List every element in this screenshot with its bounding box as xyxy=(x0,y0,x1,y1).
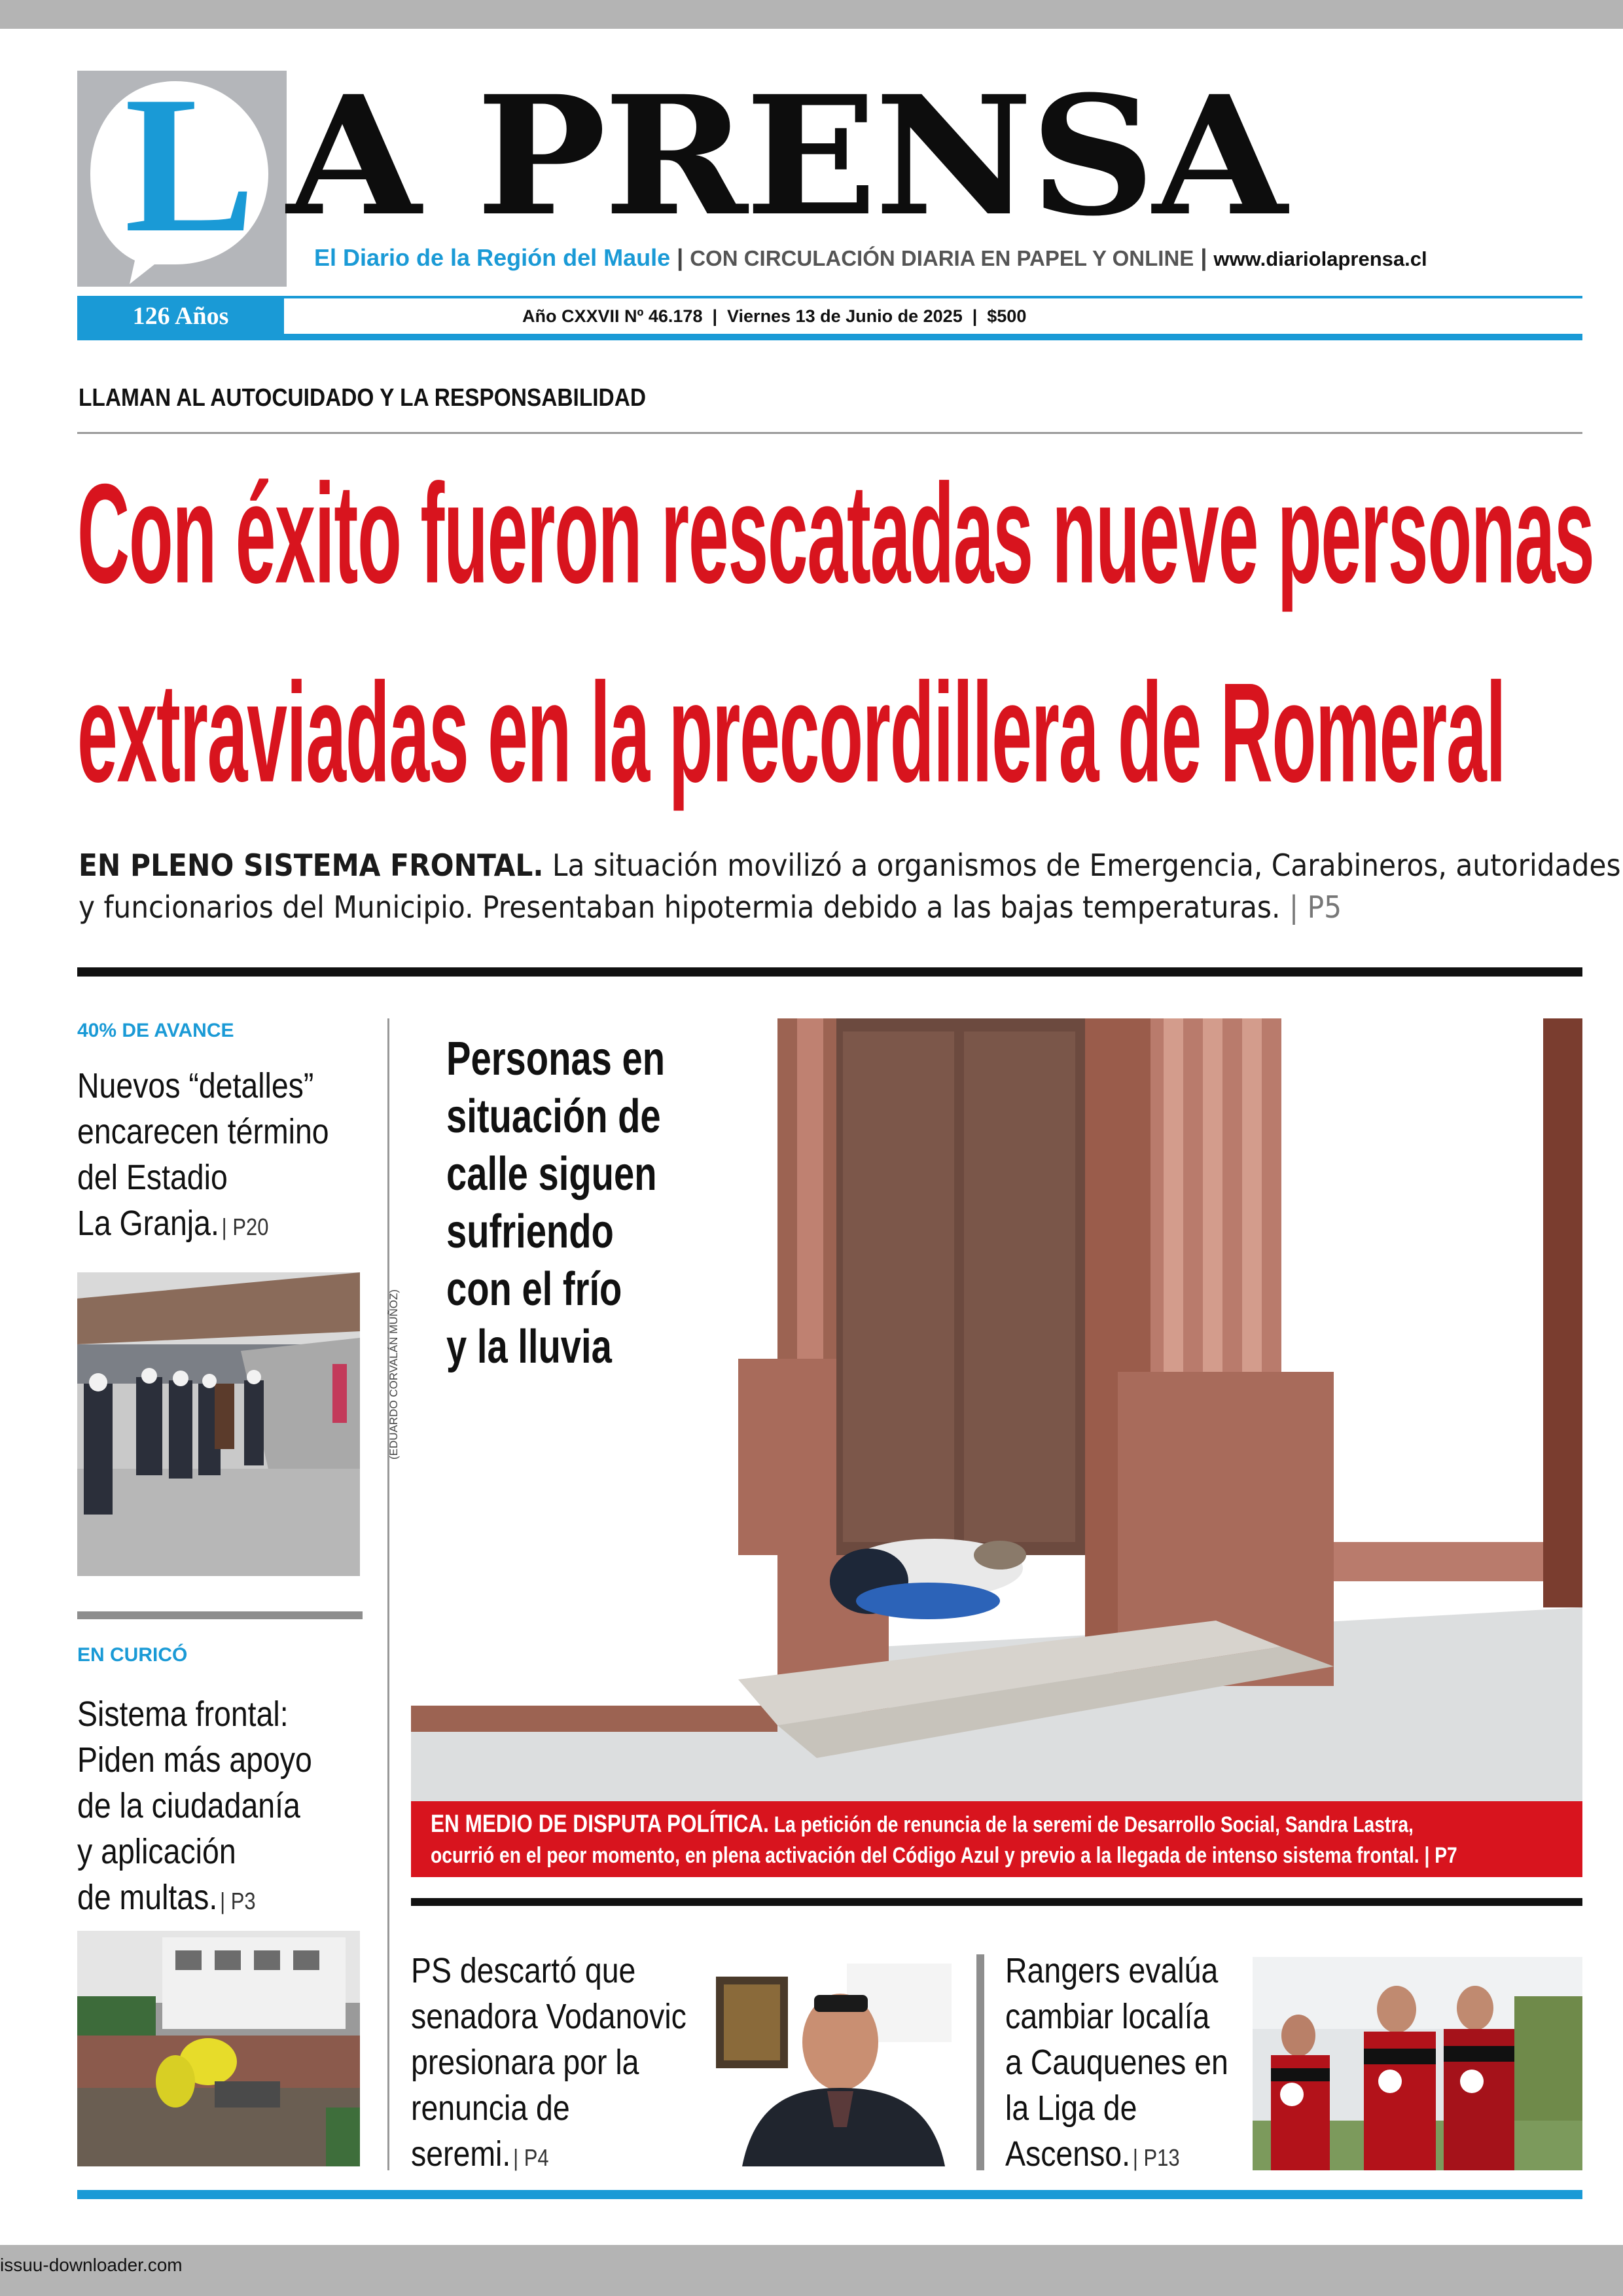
lead-headline-line1: Con éxito fueron rescatadas nueve personas xyxy=(77,454,1594,613)
anniversary-label: 126 Años xyxy=(132,302,229,330)
lead-summary-bold: EN PLENO SISTEMA FRONTAL. xyxy=(79,848,544,883)
caption-page: | P7 xyxy=(1424,1843,1457,1868)
top-gray-band xyxy=(0,0,1623,29)
tagline-circulation: CON CIRCULACIÓN DIARIA EN PAPEL Y ONLINE xyxy=(690,246,1194,270)
section-divider xyxy=(77,967,1582,977)
sidebar-story2-kicker: EN CURICÓ xyxy=(77,1644,188,1666)
tagline-region: El Diario de la Región del Maule xyxy=(314,244,671,271)
anniversary-badge xyxy=(77,298,284,334)
lead-summary-page: | P5 xyxy=(1289,889,1342,925)
sidebar-story2-headline: Sistema frontal: Piden más apoyo de la ciudadanía y aplicación de multas. | P3 xyxy=(77,1695,312,1917)
senator-story-photo xyxy=(716,1957,954,2166)
photo-credit: (EDUARDO CORVALÁN MUÑOZ) xyxy=(387,1289,400,1460)
lead-summary-line2: y funcionarios del Municipio. Presentaban hipotermia debido a las bajas temperaturas. xyxy=(79,889,1281,925)
tagline: El Diario de la Región del Maule | CON CIRCULACIÓN DIARIA EN PAPEL Y ONLINE | www.diariolaprensa.cl xyxy=(314,244,1427,271)
tagline-url: www.diariolaprensa.cl xyxy=(1213,247,1427,270)
caption-line1: La petición de renuncia de la seremi de Desarrollo Social, Sandra Lastra, xyxy=(768,1812,1414,1837)
bottom-story1-headline: PS descartó que senadora Vodanovic presionara por la renuncia de seremi. | P4 xyxy=(411,1951,687,2174)
stadium-photo xyxy=(77,1272,360,1576)
caption-line2: ocurrió en el peor momento, en plena activación del Código Azul y previo a la llegada de intenso sistema frontal. xyxy=(431,1843,1419,1868)
bottom-column-divider xyxy=(976,1954,984,2170)
footer-blue-rule xyxy=(77,2190,1582,2199)
sidebar-story1-kicker: 40% DE AVANCE xyxy=(77,1020,234,1041)
cleanup-photo xyxy=(77,1931,360,2166)
watermark: issuu-downloader.com xyxy=(0,2255,183,2275)
caption-bold: EN MEDIO DE DISPUTA POLÍTICA. xyxy=(431,1810,769,1838)
feature-caption xyxy=(411,1801,1582,1877)
bottom-gray-band xyxy=(0,2245,1623,2296)
masthead-title: A PRENSA xyxy=(287,60,1285,252)
lead-kicker: LLAMAN AL AUTOCUIDADO Y LA RESPONSABILIDAD xyxy=(79,384,646,412)
rangers-story-photo xyxy=(1253,1957,1582,2170)
sidebar-story1-headline: Nuevos “detalles” encarecen término del Estadio La Granja. | P20 xyxy=(77,1066,329,1243)
sidebar-divider xyxy=(77,1611,363,1619)
issue-info: Año CXXVII Nº 46.178 | Viernes 13 de Junio de 2025 | $500 xyxy=(522,306,1027,326)
logo-letter: L xyxy=(124,56,256,273)
bottom-story2-headline: Rangers evalúa cambiar localía a Cauquenes en la Liga de Ascenso. | P13 xyxy=(1005,1951,1228,2174)
issue-bar xyxy=(77,296,1582,342)
column-divider xyxy=(387,1018,389,2170)
feature-headline: Personas en situación de calle siguen sufriendo con el frío y la lluvia xyxy=(446,1033,665,1373)
lead-summary-line1: La situación movilizó a organismos de Emergencia, Carabineros, autoridades xyxy=(543,848,1621,883)
bottom-divider xyxy=(411,1898,1582,1906)
lead-kicker-rule xyxy=(77,432,1582,434)
lead-summary xyxy=(79,844,1621,928)
lead-headline-line2: extraviadas en la precordillera de Romeral xyxy=(77,653,1506,812)
